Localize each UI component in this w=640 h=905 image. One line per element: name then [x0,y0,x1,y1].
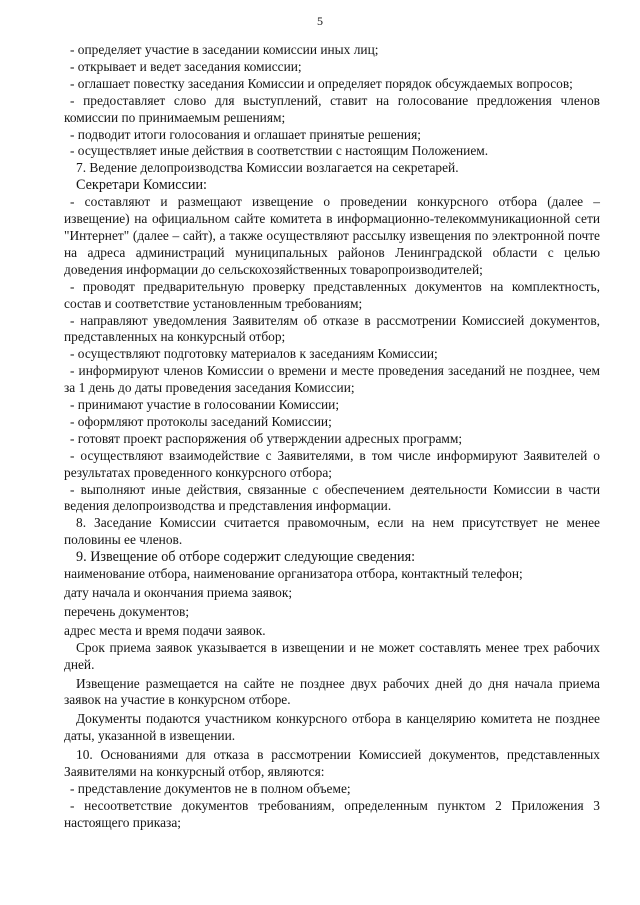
documents-submission: Документы подаются участником конкурсного отбора в канцелярию комитета не позднее даты, указанной в извещении. [64,711,600,744]
secretary-duty-interact-applicants: - осуществляют взаимодействие с Заявителями, в том числе информируют Заявителей о результатах проведенного конкурсного отбора; [64,447,600,480]
clause-9-notice-contents: 9. Извещение об отборе содержит следующие сведения: [76,549,416,566]
chair-duty-other-actions: - осуществляет иные действия в соответствии с настоящим Положением. [70,143,489,159]
application-period: Срок приема заявок указывается в извещении и не может составлять менее трех рабочих дней. [64,639,600,672]
chair-duty-give-floor: - предоставляет слово для выступлений, ставит на голосование предложения членов комиссии по принимаемым решениям; [64,92,600,125]
secretary-duty-draft-order: - готовят проект распоряжения об утверждении адресных программ; [70,430,463,446]
secretary-duty-other-actions: - выполняют иные действия, связанные с обеспечением деятельности Комиссии в части ведения делопроизводства и представления информации. [64,481,600,514]
notice-item-name-organizer: наименование отбора, наименование организатора отбора, контактный телефон; [64,566,523,582]
secretary-duty-take-part-voting: - принимают участие в голосовании Комиссии; [70,397,340,413]
chair-duty-sum-up-voting: - подводит итоги голосования и оглашает принятые решения; [70,126,421,142]
clause-10-refusal-grounds: 10. Основаниями для отказа в рассмотрении Комиссией документов, представленных Заявителями на конкурсный отбор, являются: [64,747,600,780]
secretary-duty-inform-members: - информируют членов Комиссии о времени и месте проведения заседаний не позднее, чем за 1 день до даты проведения заседания Комиссии; [64,363,600,396]
secretary-duty-draw-up-minutes: - оформляют протоколы заседаний Комиссии; [70,413,332,429]
clause-7-record-keeping: 7. Ведение делопроизводства Комиссии возлагается на секретарей. [76,160,459,176]
notice-item-documents: перечень документов; [64,603,190,619]
notice-item-dates: дату начала и окончания приема заявок; [64,585,293,600]
refusal-ground-incomplete: - представление документов не в полном объеме; [70,780,351,796]
chair-duty-announce-agenda: - оглашает повестку заседания Комиссии и определяет порядок обсуждаемых вопросов; [70,75,573,91]
chair-duty-invite-persons: - определяет участие в заседании комиссии иных лиц; [70,42,379,57]
secretary-duty-prepare-materials: - осуществляют подготовку материалов к заседаниям Комиссии; [70,346,438,362]
refusal-ground-noncompliance: - несоответствие документов требованиям, определенным пунктом 2 Приложения 3 настоящего приказа; [64,797,600,830]
clause-8-quorum: 8. Заседание Комиссии считается правомочным, если на нем присутствует не менее половины ее членов. [64,515,600,548]
secretary-duty-send-refusals: - направляют уведомления Заявителям об отказе в рассмотрении Комиссией документов, представленных на конкурсный отбор; [64,312,600,345]
document-body [64,42,600,832]
secretaries-heading: Секретари Комиссии: [76,177,207,194]
notice-item-address-time: адрес места и время подачи заявок. [64,622,266,638]
notice-publication-deadline: Извещение размещается на сайте не позднее двух рабочих дней до дня начала приема заявок на участие в конкурсном отборе. [64,675,600,708]
chair-duty-open-meetings: - открывает и ведет заседания комиссии; [70,58,302,74]
page-number: 5 [317,14,323,28]
secretary-duty-check-documents: - проводят предварительную проверку представленных документов на комплектность, состав и соответствие установленным требованиям; [64,278,600,311]
secretary-duty-publish-notice: - составляют и размещают извещение о проведении конкурсного отбора (далее – извещение) на официальном сайте комитета в информационно-телекоммуникационной сети "Интернет" (далее – сайт), а также осуществляют рассылку извещения по электронной почте на адреса администраций муниципальных районов Ленинградской области с целью доведения информации до сельскохозяйственных товаропроизводителей; [64,194,600,277]
